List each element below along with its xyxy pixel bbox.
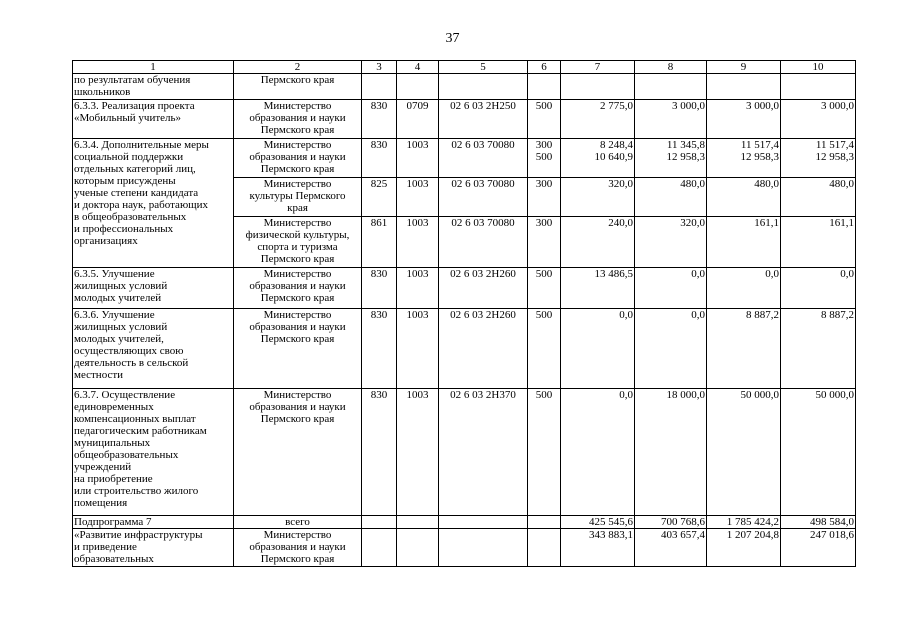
value-cell: 425 545,6 <box>561 516 635 529</box>
expense-type-value: 300 <box>535 139 553 151</box>
section-cell: 1003 <box>397 268 439 309</box>
row-name-cell: 6.3.6. Улучшение жилищных условий молодых учителей, осуществляющих свою деятельность в сельской местности <box>73 309 234 389</box>
value: 11 345,8 <box>666 139 705 151</box>
expense-type-value: 500 <box>535 151 553 163</box>
table-row <box>73 74 856 100</box>
value: 12 958,3 <box>740 151 779 163</box>
value-cell: 2 775,0 <box>561 100 635 139</box>
value-cell: 0,0 <box>635 309 707 389</box>
section-cell: 1003 <box>397 217 439 268</box>
value-cell: 1 207 204,8 <box>707 529 781 567</box>
org-cell: Министерство культуры Пермского края <box>234 178 362 217</box>
value-cell: 247 018,6 <box>781 529 856 567</box>
row-name-cell: 6.3.5. Улучшение жилищных условий молодых учителей <box>73 268 234 309</box>
value-cell: 320,0 <box>561 178 635 217</box>
code-cell: 830 <box>362 100 397 139</box>
value-cell: 161,1 <box>781 217 856 268</box>
budget-table <box>72 60 856 567</box>
expense-type-cell: 500 <box>528 100 561 139</box>
header-cell: 4 <box>397 61 439 74</box>
target-article-cell: 02 6 03 2Н260 <box>439 268 528 309</box>
header-cell: 6 <box>528 61 561 74</box>
header-cell: 7 <box>561 61 635 74</box>
org-cell: Министерство образования и науки Пермского края <box>234 389 362 516</box>
table-row <box>73 309 856 389</box>
section-cell: 1003 <box>397 139 439 178</box>
value-cell: 498 584,0 <box>781 516 856 529</box>
value-cell: 403 657,4 <box>635 529 707 567</box>
value-cell: 700 768,6 <box>635 516 707 529</box>
value: 10 640,9 <box>594 151 633 163</box>
table-row <box>73 529 856 567</box>
value-cell: 161,1 <box>707 217 781 268</box>
expense-type-cell: 300 <box>528 217 561 268</box>
value-cell: 3 000,0 <box>707 100 781 139</box>
expense-type-cell: 300 <box>528 178 561 217</box>
value-cell: 18 000,0 <box>635 389 707 516</box>
org-cell: Министерство образования и науки Пермского края <box>234 309 362 389</box>
value-cell: 480,0 <box>781 178 856 217</box>
code-cell: 830 <box>362 389 397 516</box>
section-cell: 1003 <box>397 178 439 217</box>
row-name-cell: Подпрограмма 7 <box>73 516 234 529</box>
value-cell: 0,0 <box>781 268 856 309</box>
header-cell: 9 <box>707 61 781 74</box>
header-cell: 8 <box>635 61 707 74</box>
value-cell: 0,0 <box>707 268 781 309</box>
target-article-cell: 02 6 03 70080 <box>439 217 528 268</box>
value: 12 958,3 <box>666 151 705 163</box>
value-cell <box>781 139 856 178</box>
expense-type-cell: 500 <box>528 389 561 516</box>
table-row <box>73 516 856 529</box>
header-row <box>73 61 856 74</box>
target-article-cell: 02 6 03 2Н260 <box>439 309 528 389</box>
expense-type-cell <box>528 139 561 178</box>
org-cell: всего <box>234 516 362 529</box>
table-row <box>73 268 856 309</box>
value-cell: 0,0 <box>561 389 635 516</box>
table-row <box>73 389 856 516</box>
target-article-cell: 02 6 03 70080 <box>439 139 528 178</box>
code-cell: 825 <box>362 178 397 217</box>
row-name-cell: 6.3.4. Дополнительные меры социальной поддержки отдельных категорий лиц, которым присуждены ученые степени кандидата и доктора наук, работающих в общеобразовательных и профессиональных организациях <box>73 139 234 268</box>
row-name-cell: «Развитие инфраструктуры и приведение образовательных <box>73 529 234 567</box>
table-row <box>73 139 856 178</box>
section-cell: 1003 <box>397 389 439 516</box>
header-cell: 3 <box>362 61 397 74</box>
value-cell: 50 000,0 <box>707 389 781 516</box>
value-cell: 50 000,0 <box>781 389 856 516</box>
value-cell: 13 486,5 <box>561 268 635 309</box>
value-cell: 8 887,2 <box>781 309 856 389</box>
header-cell: 1 <box>73 61 234 74</box>
value-cell: 8 887,2 <box>707 309 781 389</box>
code-cell: 830 <box>362 268 397 309</box>
value-cell: 343 883,1 <box>561 529 635 567</box>
value-cell <box>707 139 781 178</box>
value: 11 517,4 <box>815 139 854 151</box>
code-cell: 830 <box>362 139 397 178</box>
value-cell <box>561 139 635 178</box>
section-cell: 0709 <box>397 100 439 139</box>
target-article-cell: 02 6 03 70080 <box>439 178 528 217</box>
org-cell: Министерство образования и науки Пермского края <box>234 139 362 178</box>
value: 8 248,4 <box>600 139 633 151</box>
value-cell: 480,0 <box>707 178 781 217</box>
value-cell: 3 000,0 <box>781 100 856 139</box>
section-cell: 1003 <box>397 309 439 389</box>
row-name-cell: 6.3.7. Осуществление единовременных компенсационных выплат педагогическим работникам муниципальных общеобразовательных учреждений на приобретение или строительство жилого помещения <box>73 389 234 516</box>
row-name-cell: по результатам обучения школьников <box>73 74 234 100</box>
value-cell: 480,0 <box>635 178 707 217</box>
org-cell: Министерство образования и науки Пермского края <box>234 529 362 567</box>
value-cell: 320,0 <box>635 217 707 268</box>
value: 11 517,4 <box>740 139 779 151</box>
target-article-cell: 02 6 03 2Н250 <box>439 100 528 139</box>
value-cell: 3 000,0 <box>635 100 707 139</box>
org-cell: Министерство образования и науки Пермского края <box>234 268 362 309</box>
table-row <box>73 100 856 139</box>
expense-type-cell: 500 <box>528 268 561 309</box>
header-cell: 5 <box>439 61 528 74</box>
value-cell <box>635 139 707 178</box>
header-cell: 2 <box>234 61 362 74</box>
value-cell: 0,0 <box>635 268 707 309</box>
value-cell: 240,0 <box>561 217 635 268</box>
value: 12 958,3 <box>815 151 854 163</box>
value-cell: 1 785 424,2 <box>707 516 781 529</box>
row-name-cell: 6.3.3. Реализация проекта «Мобильный учитель» <box>73 100 234 139</box>
page-number: 37 <box>445 31 460 46</box>
value-cell: 0,0 <box>561 309 635 389</box>
code-cell: 861 <box>362 217 397 268</box>
target-article-cell: 02 6 03 2Н370 <box>439 389 528 516</box>
org-cell: Министерство образования и науки Пермского края <box>234 100 362 139</box>
org-cell: Министерство физической культуры, спорта и туризма Пермского края <box>234 217 362 268</box>
code-cell: 830 <box>362 309 397 389</box>
org-cell: Пермского края <box>234 74 362 100</box>
expense-type-cell: 500 <box>528 309 561 389</box>
header-cell: 10 <box>781 61 856 74</box>
